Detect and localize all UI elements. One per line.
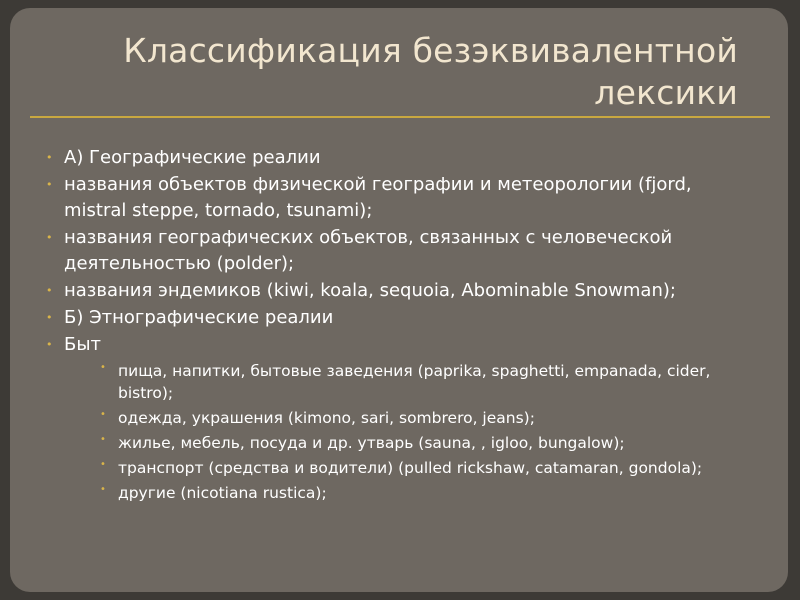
bullet-item <box>46 225 746 277</box>
sub-bullet-list <box>64 360 746 504</box>
bullet-icon: • <box>46 338 53 351</box>
bullet-text: Быт <box>64 334 102 355</box>
bullet-icon: • <box>46 178 53 191</box>
sub-bullet-text: другие (nicotiana rustica); <box>118 484 327 502</box>
sub-bullet-text: жилье, мебель, посуда и др. утварь (sauna, , igloo, bungalow); <box>118 434 625 452</box>
sub-bullet-item <box>100 432 746 454</box>
bullet-icon: • <box>46 231 53 244</box>
bullet-text: названия географических объектов, связанных с человеческой деятельностью (polder); <box>64 227 673 274</box>
bullet-text: Б) Этнографические реалии <box>64 307 334 328</box>
bullet-item <box>46 332 746 504</box>
sub-bullet-item <box>100 407 746 429</box>
slide <box>10 8 788 592</box>
slide-title: Классификация безэквивалентной лексики <box>123 31 738 112</box>
sub-bullet-text: одежда, украшения (kimono, sari, sombrero, jeans); <box>118 409 535 427</box>
sub-bullet-icon: • <box>100 409 106 420</box>
title-bar <box>30 8 770 118</box>
bullet-item <box>46 305 746 331</box>
bullet-icon: • <box>46 284 53 297</box>
sub-bullet-icon: • <box>100 434 106 445</box>
sub-bullet-text: пища, напитки, бытовые заведения (paprika, spaghetti, empanada, cider, bistro); <box>118 362 711 402</box>
sub-bullet-icon: • <box>100 459 106 470</box>
sub-bullet-item <box>100 360 746 404</box>
bullet-item <box>46 278 746 304</box>
sub-bullet-text: транспорт (средства и водители) (pulled rickshaw, catamaran, gondola); <box>118 459 703 477</box>
slide-content <box>46 145 746 507</box>
bullet-text: названия объектов физической географии и метеорологии (fjord, mistral steppe, tornado, tsunami); <box>64 174 692 221</box>
sub-bullet-icon: • <box>100 484 106 495</box>
bullet-icon: • <box>46 311 53 324</box>
bullet-list <box>46 145 746 504</box>
sub-bullet-item <box>100 482 746 504</box>
bullet-text: названия эндемиков (kiwi, koala, sequoia, Abominable Snowman); <box>64 280 676 301</box>
sub-bullet-icon: • <box>100 362 106 373</box>
bullet-item <box>46 172 746 224</box>
sub-bullet-item <box>100 457 746 479</box>
bullet-item <box>46 145 746 171</box>
bullet-text: А) Географические реалии <box>64 147 321 168</box>
bullet-icon: • <box>46 151 53 164</box>
